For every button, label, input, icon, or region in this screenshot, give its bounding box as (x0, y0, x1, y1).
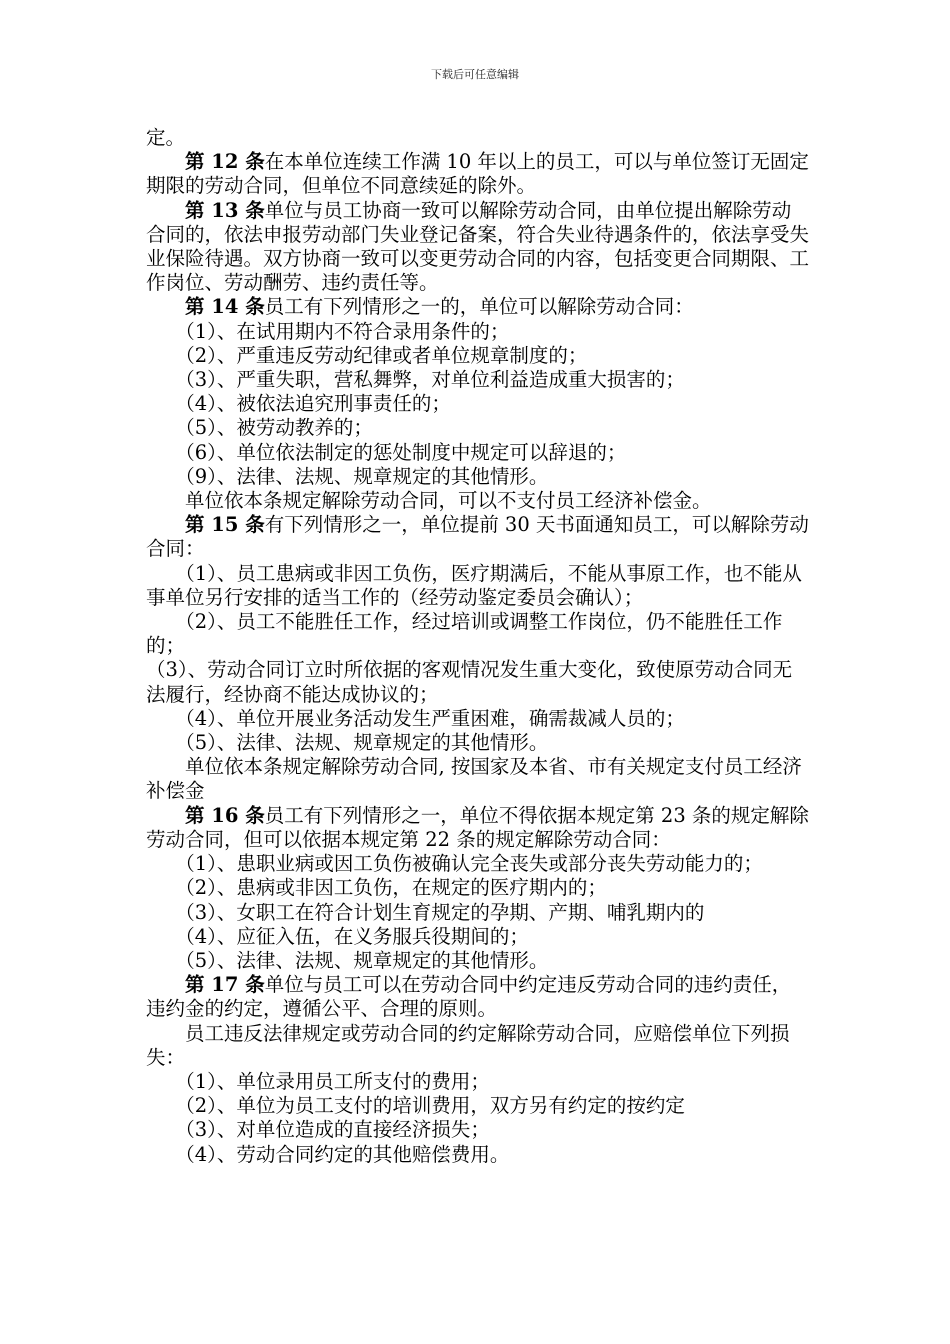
paragraph (146, 876, 810, 900)
paragraph (146, 320, 810, 344)
paragraph-text: 定。 (146, 126, 186, 149)
paragraph (146, 344, 810, 368)
paragraph-text: （2）、员工不能胜任工作，经过培训或调整工作岗位，仍不能胜任工作的； (146, 610, 783, 658)
paragraph-text: （4）、被依法追究刑事责任的； (146, 392, 451, 416)
paragraph (146, 513, 810, 561)
paragraph-text: 员工有下列情形之一的，单位可以解除劳动合同： (264, 295, 694, 319)
paragraph (146, 489, 810, 513)
paragraph (146, 562, 810, 610)
paragraph (146, 707, 810, 731)
paragraph-text: （4）、应征入伍，在义务服兵役期间的； (146, 924, 529, 948)
paragraph-text: （1）、员工患病或非因工负伤，医疗期满后，不能从事原工作，也不能从事单位另行安排的适当工作的（经劳动鉴定委员会确认）； (146, 561, 802, 609)
article-number: 第 13 条 (146, 198, 265, 222)
paragraph (146, 199, 810, 296)
paragraph (146, 295, 810, 319)
paragraph-text: （1）、患职业病或因工负伤被确认完全丧失或部分丧失劳动能力的； (146, 852, 763, 876)
paragraph (146, 465, 810, 489)
paragraph (146, 1022, 810, 1070)
paragraph (146, 658, 810, 706)
paragraph-text: （4）、单位开展业务活动发生严重困难，确需裁减人员的； (146, 706, 685, 730)
paragraph-text: （2）、严重违反劳动纪律或者单位规章制度的； (146, 343, 588, 367)
paragraph-text: （6）、单位依法制定的惩处制度中规定可以辞退的； (146, 440, 627, 464)
paragraph (146, 126, 810, 150)
paragraph (146, 392, 810, 416)
paragraph-text: 员工有下列情形之一，单位不得依据本规定第 23 条的规定解除劳动合同，但可以依据本规定第 22 条的规定解除劳动合同： (146, 803, 809, 851)
article-number: 第 12 条 (146, 150, 265, 174)
paragraph-text: 在本单位连续工作满 10 年以上的员工，可以与单位签订无固定期限的劳动合同，但单位不同意续延的除外。 (146, 150, 809, 198)
paragraph-text: 员工违反法律规定或劳动合同的约定解除劳动合同，应赔偿单位下列损失： (146, 1021, 790, 1069)
paragraph (146, 368, 810, 392)
paragraph (146, 852, 810, 876)
paragraph (146, 150, 810, 198)
paragraph-text: （5）、法律、法规、规章规定的其他情形。 (146, 731, 549, 755)
paragraph-text: 单位依本条规定解除劳动合同，可以不支付员工经济补偿金。 (146, 489, 712, 513)
paragraph (146, 1094, 810, 1118)
paragraph-text: （3）、对单位造成的直接经济损失； (146, 1118, 490, 1142)
paragraph-text: 单位与员工可以在劳动合同中约定违反劳动合同的违约责任，违约金的约定，遵循公平、合理的原则。 (146, 973, 792, 1021)
paragraph (146, 731, 810, 755)
paragraph-text: （1）、单位录用员工所支付的费用； (146, 1069, 490, 1093)
paragraph (146, 1143, 810, 1167)
paragraph (146, 1118, 810, 1142)
article-number: 第 15 条 (146, 513, 265, 537)
paragraph-text: 有下列情形之一，单位提前 30 天书面通知员工，可以解除劳动合同： (146, 513, 809, 561)
article-number: 第 17 条 (146, 973, 265, 997)
paragraph-text: （4）、劳动合同约定的其他赔偿费用。 (146, 1142, 510, 1166)
paragraph-text: 单位与员工协商一致可以解除劳动合同，由单位提出解除劳动合同的，依法申报劳动部门失业登记备案，符合失业待遇条件的，依法享受失业保险待遇。双方协商一致可以变更劳动合同的内容，包括变更合同期限、工作岗位、劳动酬劳、违约责任等。 (146, 198, 810, 295)
paragraph-text: （5）、法律、法规、规章规定的其他情形。 (146, 948, 549, 972)
paragraph (146, 755, 810, 803)
article-number: 第 16 条 (146, 803, 265, 827)
paragraph-text: （2）、单位为员工支付的培训费用，双方另有约定的按约定 (146, 1094, 685, 1118)
paragraph-text: （3）、严重失职，营私舞弊，对单位利益造成重大损害的； (146, 368, 685, 392)
paragraph (146, 901, 810, 925)
paragraph (146, 1070, 810, 1094)
paragraph (146, 973, 810, 1021)
paragraph-text: （9）、法律、法规、规章规定的其他情形。 (146, 464, 549, 488)
paragraph (146, 610, 810, 658)
paragraph-text: （1）、在试用期内不符合录用条件的； (146, 319, 510, 343)
paragraph (146, 949, 810, 973)
paragraph-text: （5）、被劳动教养的； (146, 416, 373, 440)
paragraph (146, 804, 810, 852)
page-header: 下载后可任意编辑 (431, 68, 519, 81)
paragraph (146, 416, 810, 440)
article-number: 第 14 条 (146, 295, 265, 319)
document-body (146, 126, 810, 1167)
paragraph (146, 925, 810, 949)
paragraph (146, 441, 810, 465)
paragraph-text: （3）、女职工在符合计划生育规定的孕期、产期、哺乳期内的 (146, 900, 705, 924)
paragraph-text: （3）、劳动合同订立时所依据的客观情况发生重大变化，致使原劳动合同无法履行，经协商不能达成协议的； (146, 658, 793, 706)
paragraph-text: （2）、患病或非因工负伤，在规定的医疗期内的； (146, 876, 607, 900)
paragraph-text: 单位依本条规定解除劳动合同, 按国家及本省、市有关规定支付员工经济补偿金 (146, 755, 802, 803)
